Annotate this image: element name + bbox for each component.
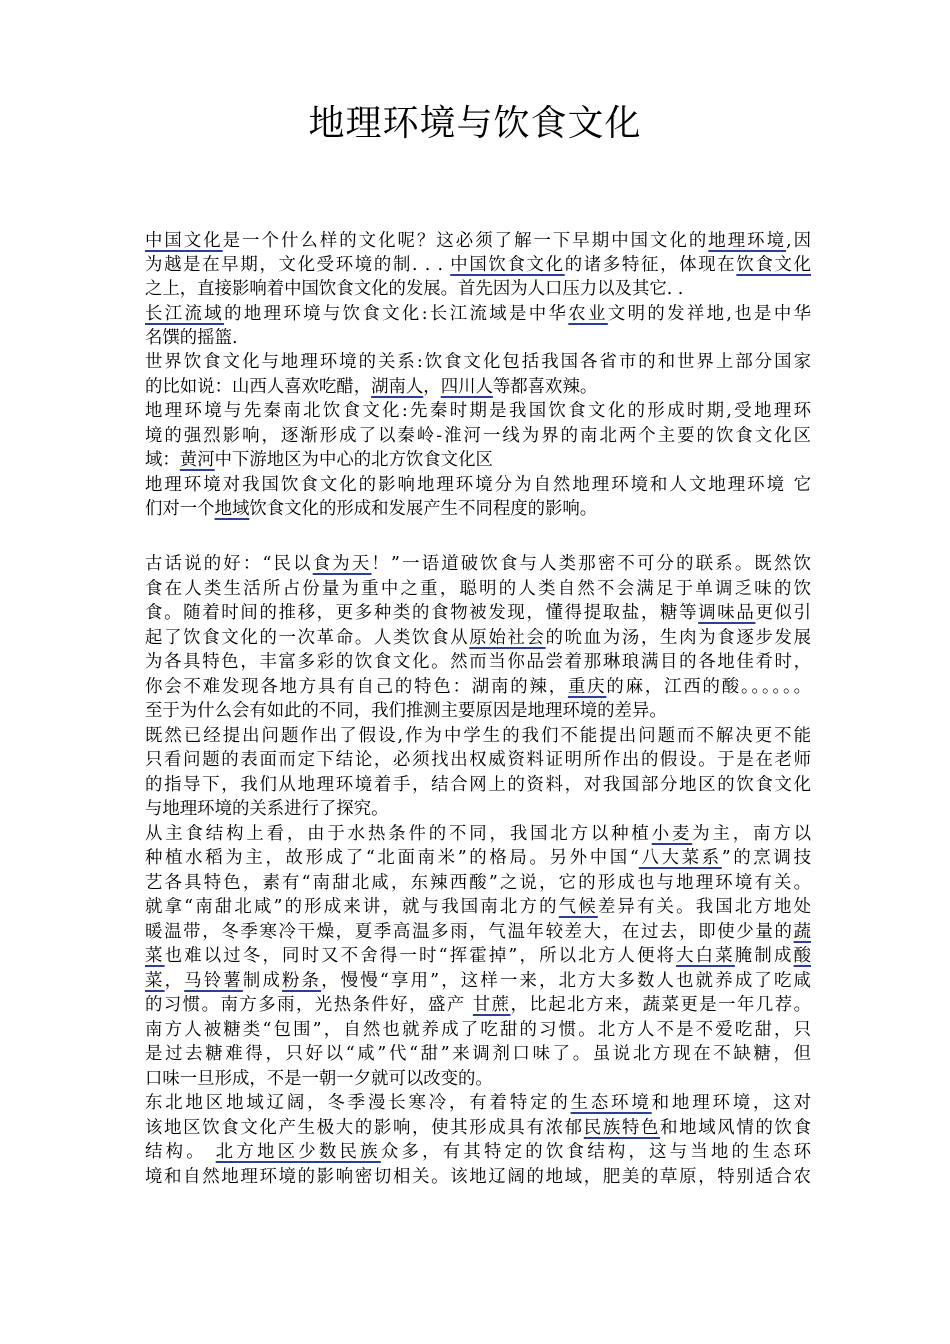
text-line bbox=[145, 399, 811, 423]
text-segment: ，慢慢“享用”，这样一来，北方大多数人也就养成了吃咸 bbox=[321, 971, 811, 991]
text-line bbox=[145, 552, 811, 576]
text-segment: 众多，有其特定的饮食结构，这与当地的生态环 bbox=[380, 1142, 811, 1162]
text-segment: 的诸多特征，体现在 bbox=[564, 255, 737, 275]
text-line bbox=[145, 1140, 811, 1164]
keyword-link[interactable]: 地理环境 bbox=[708, 231, 787, 251]
text-segment: 是过去糖难得，只好以“咸”代“甜”来调剂口味了。虽说北方现在不缺糖，但 bbox=[145, 1044, 811, 1064]
text-line bbox=[145, 895, 811, 919]
text-segment: ，比起北方来，蔬菜更是一年几荐。 bbox=[510, 995, 811, 1015]
text-segment: 中下游地区为中心的北方饮食文化区 bbox=[214, 450, 493, 470]
text-segment: 饮食文化的形成和发展产生不同程度的影响。 bbox=[249, 499, 598, 519]
text-line bbox=[145, 302, 811, 326]
text-line bbox=[145, 1042, 811, 1066]
text-line bbox=[145, 473, 811, 497]
text-segment: 只看问题的表面而定下结论，必须找出权威资料证明所作出的假设。于是在老师 bbox=[145, 750, 811, 770]
text-line bbox=[145, 993, 811, 1017]
text-line bbox=[145, 969, 811, 993]
text-segment: 文明的发祥地,也是中华 bbox=[607, 304, 811, 324]
keyword-link[interactable]: 蔬 bbox=[793, 922, 811, 942]
text-segment: 差异有关。我国北方地处 bbox=[597, 897, 811, 917]
text-line bbox=[145, 424, 811, 448]
text-line bbox=[145, 650, 811, 674]
text-segment: 和地域风情的饮食 bbox=[660, 1118, 811, 1138]
text-segment: 也难以过冬，同时又不舍得一时“挥霍掉”，所以北方人便将 bbox=[164, 946, 677, 966]
keyword-link[interactable]: 民族特色 bbox=[583, 1118, 661, 1138]
text-segment: 地理环境与先秦南北饮食文化:先秦时期是我国饮食文化的形成时期,受地理环 bbox=[145, 401, 811, 421]
text-line bbox=[145, 797, 811, 821]
text-line bbox=[145, 822, 811, 846]
text-segment: 暖温带，冬季寒冷干燥，夏季高温多雨，气温年较差大，在过去，即使少量的 bbox=[145, 922, 794, 942]
text-segment: 更似引 bbox=[755, 603, 811, 623]
keyword-link[interactable]: 长江流域 bbox=[145, 304, 225, 324]
text-segment: 至于为什么会有如此的不同，我们推测主要原因是地理环境的差异。 bbox=[145, 701, 667, 721]
text-line bbox=[145, 277, 811, 301]
text-segment: 食在人类生活所占份量为重中之重，聪明的人类自然不会满足于单调乏味的饮 bbox=[145, 579, 811, 599]
text-segment: 的习惯。南方多雨，光热条件好，盛产 bbox=[145, 995, 473, 1015]
text-segment: 口味一旦形成，不是一朝一夕就可以改变的。 bbox=[145, 1069, 493, 1089]
keyword-link[interactable]: 调味品 bbox=[698, 603, 756, 623]
text-segment: 地理环境对我国饮食文化的影响地理环境分为自然地理环境和人文地理环境 它 bbox=[145, 475, 811, 495]
text-segment: ！”一语道破饮食与人类那密不可分的联系。既然饮 bbox=[371, 554, 811, 574]
text-segment: 从主食结构上看，由于水热条件的不同，我国北方以种植 bbox=[145, 824, 652, 844]
text-segment: 腌制成 bbox=[734, 946, 794, 966]
keyword-link[interactable]: 马铃薯 bbox=[184, 971, 243, 991]
text-segment: 的地理环境与饮食文化:长江流域是中华 bbox=[224, 304, 569, 324]
text-segment: 为各具特色，丰富多彩的饮食文化。然而当你品尝着那琳琅满目的各地佳肴时， bbox=[145, 652, 811, 672]
keyword-link[interactable]: 地域 bbox=[214, 499, 250, 519]
text-line bbox=[145, 626, 811, 650]
text-line bbox=[145, 497, 811, 521]
keyword-link[interactable]: 气候 bbox=[558, 897, 598, 917]
text-segment: 与地理环境的关系进行了探究。 bbox=[145, 799, 389, 819]
text-segment: ”的烹调技 bbox=[721, 848, 811, 868]
text-segment: 东北地区地域辽阔，冬季漫长寒冷，有着特定的 bbox=[145, 1093, 571, 1113]
text-segment: 域： bbox=[145, 450, 180, 470]
text-segment: 结构。 bbox=[145, 1142, 216, 1162]
text-line bbox=[145, 326, 811, 350]
text-line bbox=[145, 846, 811, 870]
text-segment: 你会不难发现各地方具有自己的特色：湖南的辣， bbox=[145, 677, 568, 697]
keyword-link[interactable]: 粉条 bbox=[282, 971, 322, 991]
text-segment: 古话说的好：“民以 bbox=[145, 554, 313, 574]
text-segment: 为主，南方以 bbox=[692, 824, 811, 844]
keyword-link[interactable]: 八大菜系 bbox=[638, 848, 722, 868]
text-line bbox=[145, 448, 811, 472]
keyword-link[interactable]: 小麦 bbox=[651, 824, 693, 844]
text-line bbox=[145, 601, 811, 625]
text-segment: 世界饮食文化与地理环境的关系:饮食文化包括我国各省市的和世界上部分国家 bbox=[145, 352, 811, 372]
keyword-link[interactable]: 食为天 bbox=[312, 554, 372, 574]
text-line bbox=[145, 577, 811, 601]
text-line bbox=[145, 229, 811, 253]
keyword-link[interactable]: 酸 bbox=[793, 946, 811, 966]
keyword-link[interactable]: 中国饮食文化 bbox=[450, 255, 565, 275]
text-segment: 南方人被糖类“包围”，自然也就养成了吃甜的习惯。北方人不是不爱吃甜，只 bbox=[145, 1020, 811, 1040]
text-segment: 名馔的摇篮. bbox=[145, 328, 238, 348]
text-segment: 起了饮食文化的一次革命。人类饮食从 bbox=[145, 628, 470, 648]
text-segment: 境的强烈影响，逐渐形成了以秦岭-淮河一线为界的南北两个主要的饮食文化区 bbox=[145, 426, 811, 446]
keyword-link[interactable]: 菜 bbox=[145, 946, 165, 966]
text-line bbox=[145, 253, 811, 277]
text-segment: 的麻，江西的酸。。。。。。 bbox=[606, 677, 811, 697]
keyword-link[interactable]: 大白菜 bbox=[676, 946, 735, 966]
text-line bbox=[145, 699, 811, 723]
text-line bbox=[145, 1067, 811, 1091]
keyword-link[interactable]: 四川人 bbox=[440, 377, 493, 397]
text-segment: 境和自然地理环境的影响密切相关。该地辽阔的地域，肥美的草原，特别适合农 bbox=[145, 1167, 811, 1187]
text-line bbox=[145, 871, 811, 895]
text-line bbox=[145, 675, 811, 699]
keyword-link[interactable]: 原始社会 bbox=[469, 628, 546, 648]
keyword-link[interactable]: 北方地区少数民族 bbox=[215, 1142, 381, 1162]
text-line bbox=[145, 944, 811, 968]
text-segment: 食。随着时间的推移，更多种类的食物被发现，懂得提取盐，糖等 bbox=[145, 603, 699, 623]
text-segment: 等都喜欢辣。 bbox=[492, 377, 598, 397]
keyword-link[interactable]: 湖南人 bbox=[371, 377, 424, 397]
text-segment: 为越是在早期，文化受环境的制. . . bbox=[145, 255, 451, 275]
keyword-link[interactable]: 饮食文化 bbox=[736, 255, 811, 275]
text-line bbox=[145, 773, 811, 797]
text-segment: 既然已经提出问题作出了假设,作为中学生的我们不能提出问题而不解决更不能 bbox=[145, 726, 811, 746]
text-segment: 的比如说：山西人喜欢吃醋， bbox=[145, 377, 372, 397]
text-segment: 之上，直接影响着中国饮食文化的发展。首先因为人口压力以及其它. . bbox=[145, 279, 684, 299]
text-segment: 的吮血为汤，生肉为食逐步发展 bbox=[545, 628, 811, 648]
text-segment: ， bbox=[164, 971, 185, 991]
text-line bbox=[145, 920, 811, 944]
text-line bbox=[145, 375, 811, 399]
text-segment: 艺各具特色，素有“南甜北咸，东辣西酸”之说，它的形成也与地理环境有关。 bbox=[145, 873, 811, 893]
text-line bbox=[145, 724, 811, 748]
keyword-link[interactable]: 农业 bbox=[568, 304, 608, 324]
text-segment: 该地区饮食文化产生极大的影响，使其形成具有浓郁 bbox=[145, 1118, 584, 1138]
keyword-link[interactable]: 菜 bbox=[145, 971, 165, 991]
keyword-link[interactable]: 甘蔗 bbox=[472, 995, 511, 1015]
text-segment: 种植水稻为主，故形成了“北面南米”的格局。另外中国“ bbox=[145, 848, 639, 868]
keyword-link[interactable]: 黄河 bbox=[179, 450, 215, 470]
keyword-link[interactable]: 生态环境 bbox=[570, 1093, 652, 1113]
text-segment: 是一个什么样的文化呢？这必须了解一下早期中国文化的 bbox=[222, 231, 709, 251]
text-segment: ,因 bbox=[786, 231, 811, 251]
keyword-link[interactable]: 中国文化 bbox=[145, 231, 223, 251]
text-segment: 和地理环境，这对 bbox=[651, 1093, 811, 1113]
text-line bbox=[145, 1116, 811, 1140]
text-line bbox=[145, 1091, 811, 1115]
text-line bbox=[145, 748, 811, 772]
text-segment: 们对一个 bbox=[145, 499, 215, 519]
text-segment: ， bbox=[423, 377, 441, 397]
text-segment: 就拿“南甜北咸”的形成来讲，就与我国南北方的 bbox=[145, 897, 559, 917]
keyword-link[interactable]: 重庆 bbox=[567, 677, 607, 697]
text-line bbox=[145, 1165, 811, 1189]
text-line bbox=[145, 350, 811, 374]
text-segment: 制成 bbox=[242, 971, 283, 991]
text-segment: 的指导下，我们从地理环境着手，结合网上的资料，对我国部分地区的饮食文化 bbox=[145, 775, 811, 795]
text-line bbox=[145, 1018, 811, 1042]
document-title: 地理环境与饮食文化 bbox=[308, 103, 642, 144]
